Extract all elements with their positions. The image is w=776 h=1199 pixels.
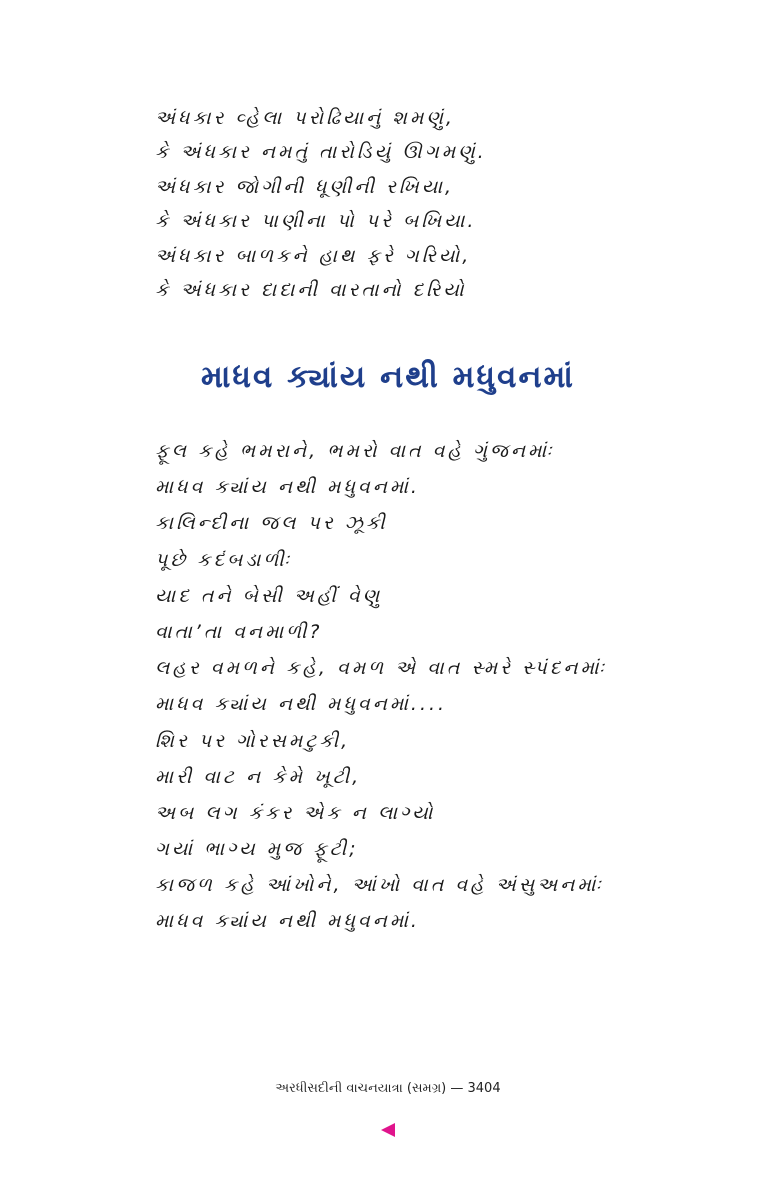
poem-line: માધવ ક્યાંય નથી મધુવનમાં. (155, 476, 420, 499)
poem-line: લહર વમળને કહે, વમળ એ વાત સ્મરે સ્પંદનમાંઃ (155, 657, 608, 680)
poem-line: શિર પર ગોરસમટુકી, (155, 729, 351, 752)
poem-line: કાલિન્દીના જલ પર ઝૂકી (155, 512, 388, 535)
poem-line: માધવ ક્યાંય નથી મધુવનમાં. (155, 910, 420, 933)
poem-title: માધવ ક્યાંય નથી મધુવનમાં (200, 359, 576, 395)
poem-line: કાજળ કહે આંખોને, આંખો વાત વહે અંસુઅનમાંઃ (155, 874, 604, 897)
poem-line: કે અંધકાર પાણીના પો પરે બખિયા. (155, 210, 477, 233)
poem-line: અંધકાર વ્હેલા પરોઢિયાનું શમણું, (155, 107, 455, 129)
poem-line: ગયાં ભાગ્ય મુજ ફૂટી; (155, 838, 359, 861)
poem-line: કે અંધકાર દાદાની વારતાનો દરિયો (155, 278, 467, 301)
poem-line: મારી વાટ ન કેમે ખૂટી, (155, 765, 362, 788)
previous-page-icon[interactable] (381, 1123, 395, 1137)
poem-line: ફૂલ કહે ભમરાને, ભમરો વાત વહે ગુંજનમાંઃ (155, 440, 555, 462)
poem-line: કે અંધકાર નમતું તારોડિયું ઊગમણું. (155, 141, 487, 164)
poem-line: અંધકાર બાળકને હાથ ફરે ગરિયો, (155, 244, 472, 267)
poem-line: અંધકાર જોગીની ધૂણીની રખિયા, (155, 175, 455, 198)
poem-line: પૂછે કદંબડાળીઃ (155, 548, 293, 571)
poem-line: યાદ તને બેસી અહીં વેણુ (155, 584, 383, 607)
poem-body (155, 433, 735, 940)
intro-stanza (155, 101, 715, 307)
poem-line: વાતા’તા વનમાળી? (155, 620, 323, 643)
poem-line: માધવ ક્યાંય નથી મધુવનમાં.... (155, 693, 448, 716)
page-footer: અરધીસદીની વાચનયાત્રા (સમગ્ર) — 3404 (275, 1081, 501, 1096)
poem-line: અબ લગ કંકર એક ન લાગ્યો (155, 801, 436, 824)
